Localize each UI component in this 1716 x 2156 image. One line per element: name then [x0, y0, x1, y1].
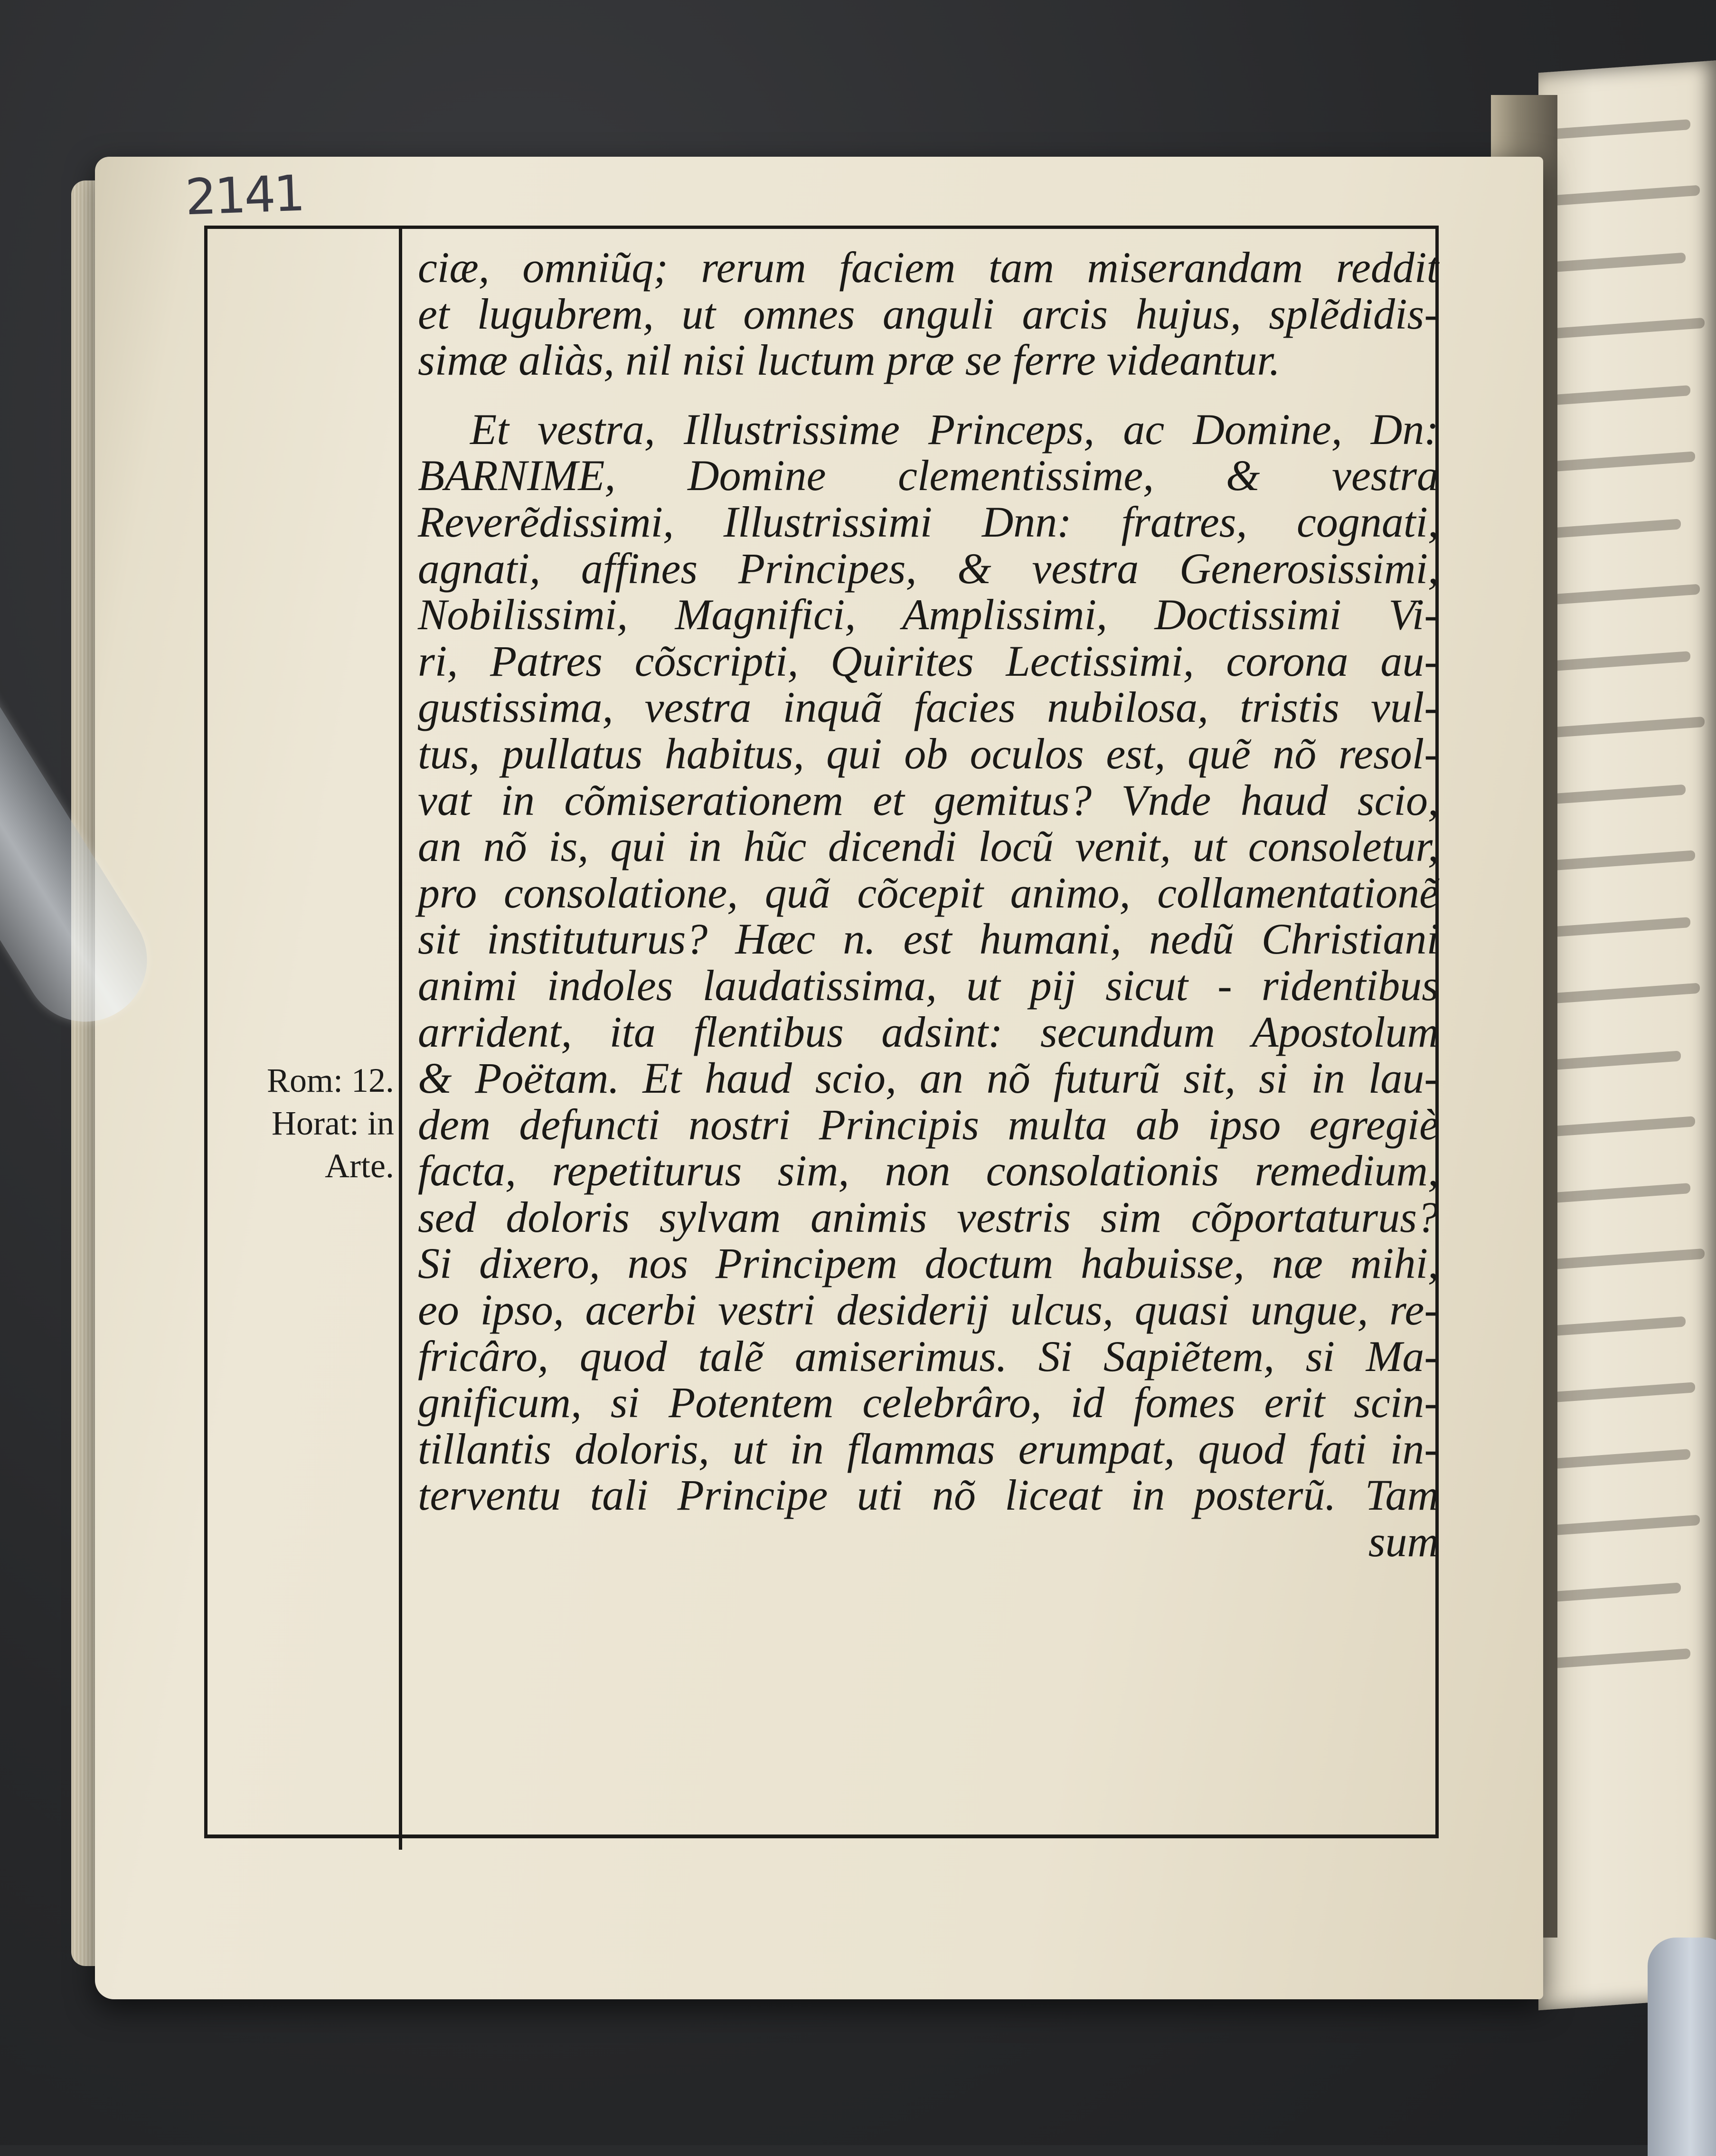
text-line: pro consolatione, quã cõcepit animo, collamentationẽ — [418, 868, 1439, 917]
text-line: tillantis doloris, ut in flammas erumpat, quod fati in- — [418, 1424, 1439, 1473]
text-line: animi indoles laudatissima, ut pij sicut - ridentibus — [418, 961, 1439, 1010]
text-line: eo ipso, acerbi vestri desiderij ulcus, quasi ungue, re- — [418, 1286, 1439, 1334]
text-line: & Poëtam. Et haud scio, an nõ futurũ sit, si in lau- — [418, 1054, 1439, 1103]
text-line: Et vestra, Illustrissime Princeps, ac Domine, Dn: — [470, 405, 1439, 454]
text-line: gnificum, si Potentem celebrâro, id fomes erit scin- — [418, 1378, 1439, 1427]
text-line: facta, repetiturus sim, non consolationis remedium, — [418, 1146, 1439, 1195]
text-line: fricâro, quod talẽ amiserimus. Si Sapiẽtem, si Ma- — [418, 1332, 1439, 1381]
text-line: BARNIME, Domine clementissime, & vestra — [418, 451, 1439, 500]
margin-divider — [399, 226, 402, 1850]
text-line: terventu tali Principe uti nõ liceat in posterũ. Tam — [418, 1471, 1439, 1520]
text-line: Si dixero, nos Principem doctum habuisse, næ mihi, — [418, 1239, 1439, 1288]
text-line: vat in cõmiserationem et gemitus? Vnde haud scio, — [418, 775, 1439, 824]
text-line: agnati, affines Principes, & vestra Generosissimi, — [418, 544, 1439, 593]
margin-note-line: Horat: in — [272, 1104, 394, 1142]
text-line: an nõ is, qui in hũc dicendi locũ venit, ut consoletur, — [418, 822, 1439, 871]
frame-bottom-rule — [204, 1835, 1439, 1838]
marginal-note — [223, 1059, 394, 1187]
text-line: ri, Patres cõscripti, Quirites Lectissimi, corona au- — [418, 636, 1439, 685]
shelfmark: 2141 — [184, 164, 304, 227]
text-line: sed doloris sylvam animis vestris sim cõportaturus? — [418, 1192, 1439, 1241]
text-line: simæ aliàs, nil nisi luctum præ se ferre videantur. — [418, 336, 1281, 385]
text-line: et lugubrem, ut omnes anguli arcis hujus, splẽdidis- — [418, 289, 1439, 338]
text-line: dem defuncti nostri Principis multa ab ipso egregiè — [418, 1100, 1439, 1149]
text-line: tus, pullatus habitus, qui ob oculos est, quẽ nõ resol- — [418, 729, 1439, 778]
book-holder — [1648, 1938, 1716, 2156]
margin-note-line: Arte. — [325, 1147, 394, 1185]
main-text — [418, 245, 1439, 1565]
text-line: arrident, ita flentibus adsint: secundum Apostolum — [418, 1007, 1439, 1056]
text-line: Reverẽdissimi, Illustrissimi Dnn: fratres, cognati, — [418, 497, 1439, 546]
catchword: sum — [1368, 1517, 1439, 1566]
text-line: Nobilissimi, Magnifici, Amplissimi, Doctissimi Vi- — [418, 590, 1439, 639]
text-line: ciæ, omniũq; rerum faciem tam miserandam reddit — [418, 243, 1439, 292]
margin-note-line: Rom: 12. — [266, 1061, 394, 1099]
text-line: sit instituturus? Hæc n. est humani, nedũ Christiani — [418, 915, 1439, 964]
text-line: gustissima, vestra inquã facies nubilosa, tristis vul- — [418, 683, 1439, 732]
facing-page — [1538, 60, 1716, 2011]
